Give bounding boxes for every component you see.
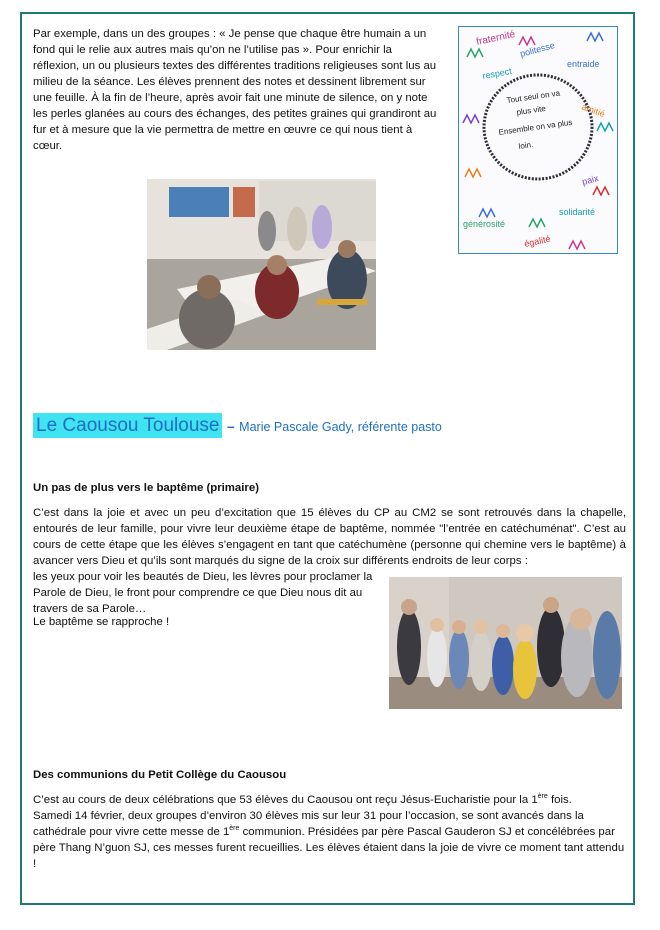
communions-paragraph <box>33 792 626 872</box>
student-drawing <box>458 26 618 254</box>
drawing-center-line: loin. <box>518 140 534 151</box>
section-author: Marie Pascale Gady, référente pasto <box>239 420 442 434</box>
drawing-word: égalité <box>523 233 552 249</box>
drawing-word: paix <box>580 172 600 187</box>
superscript: ère <box>229 825 240 833</box>
section-dash: – <box>226 418 235 434</box>
drawing-word: amitié <box>580 101 607 120</box>
chapel-photo <box>389 577 622 709</box>
communions-text: Samedi 14 février, deux groupes d’environ 30 élèves mis sur leur 31 pour l’occasion, se sont avancés dans la cathédrale pour vivre cette messe de 1 <box>33 810 584 838</box>
bapteme-closing: Le baptême se rapproche ! <box>33 616 170 628</box>
intro-paragraph: Par exemple, dans un des groupes : « Je pense que chaque être humain a un fond qui le relie aux autres mais qu’on ne l’utilise pas ». Pour enrichir la réflexion, un ou plusieurs textes des différentes traditions religieuses sont lus au milieu de la séance. Les élèves prennent des notes et dessinent librement sur une feuille. À la fin de l’heure, après avoir fait une minute de silence, on y note les perles glanées au cours des échanges, des petites graines qui grandiront au fur et à mesure que la vie permettra de mettre en œuvre ce qui nous tient à cœur. <box>33 28 437 152</box>
zigzag <box>569 241 585 249</box>
section-title: Le Caousou Toulouse <box>33 413 222 438</box>
zigzag <box>519 37 535 45</box>
drawing-word: politesse <box>518 40 556 59</box>
drawing-word: respect <box>481 65 513 81</box>
communions-heading: Des communions du Petit Collège du Caousou <box>33 769 287 781</box>
communions-text: fois. <box>547 794 572 806</box>
bapteme-paragraph: C’est dans la joie et avec un peu d’excitation que 15 élèves du CP au CM2 se sont retrouvés dans la chapelle, entourés de leur famille, pour vivre leur deuxième étape de baptême, nommée "l’entrée en catéchuménat". C’est au cours de cette étape que les élèves s’engagent en tant que catéchumène (personne qui chemine vers le baptême) à avancer vers Dieu et qu’ils sont marqués du signe de la croix sur différents endroits de leur corps : <box>33 507 626 567</box>
drawing-svg <box>459 27 617 253</box>
drawing-word: générosité <box>463 219 506 229</box>
zigzag <box>597 123 613 131</box>
zigzag <box>587 33 603 41</box>
intro-text <box>33 26 441 154</box>
zigzag <box>529 219 545 227</box>
zigzag <box>467 49 483 57</box>
bapteme-heading: Un pas de plus vers le baptême (primaire) <box>33 482 259 494</box>
bapteme-paragraph-continued: les yeux pour voir les beautés de Dieu, les lèvres pour proclamer la Parole de Dieu, le front pour comprendre ce que Dieu nous dit au travers de sa Parole… <box>33 571 373 615</box>
zigzag <box>479 209 495 217</box>
classroom-photo <box>147 179 376 350</box>
superscript: ère <box>537 793 548 801</box>
zigzag <box>463 115 479 123</box>
communions-text: communion. Présidées par père Pascal Gauderon SJ et concélébrées par père Thang N’guon SJ, ces messes furent recueillies. Les élèves étaient dans la joie de vivre ce moment tant attendu ! <box>33 826 625 870</box>
communions-text: C’est au cours de deux célébrations que 53 élèves du Caousou ont reçu Jésus-Eucharistie pour la 1 <box>33 794 538 806</box>
zigzag <box>465 169 481 177</box>
drawing-word: solidarité <box>559 207 596 217</box>
section-heading <box>33 415 442 437</box>
drawing-word: entraide <box>567 59 600 69</box>
zigzag <box>593 187 609 195</box>
drawing-center-line: Tout seul on va <box>506 88 561 105</box>
drawing-center-line: plus vite <box>516 103 547 117</box>
drawing-center-line: Ensemble on va plus <box>498 117 573 137</box>
drawing-word: fraternité <box>475 28 517 48</box>
